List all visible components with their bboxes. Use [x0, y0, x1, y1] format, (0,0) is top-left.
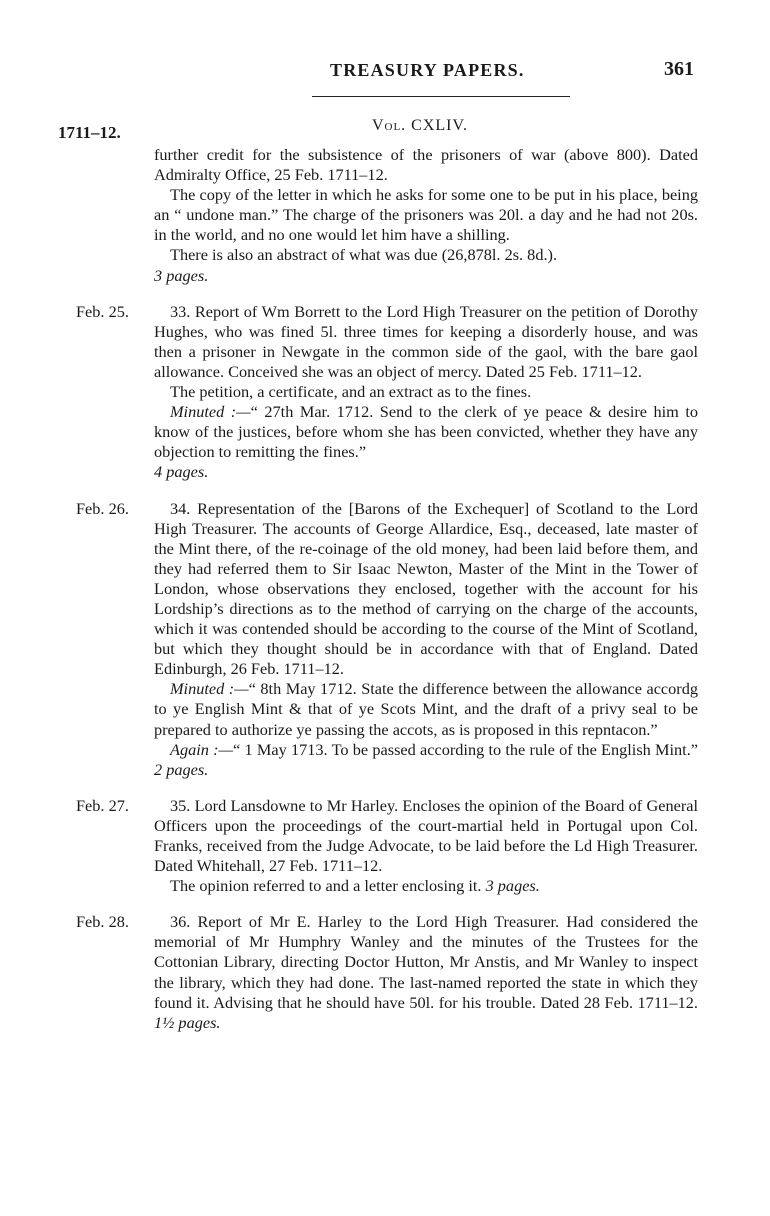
again-label: Again :—: [170, 739, 234, 759]
calendar-entry: [154, 145, 698, 286]
entry-paragraph: 36. Report of Mr E. Harley to the Lord High Treasurer. Had considered the memorial of Mr Humphry Wanley and the minutes of the Trustees for the Cottonian Library, directing Doctor Hutton, Mr Anstis, and Mr Wanley to inspect the library, which they had done. The last-named reported the state in which they found it. Advising that he should have 50l. for his trouble. Dated 28 Feb. 1711–12.: [154, 912, 698, 1012]
entry-paragraph: The copy of the letter in which he asks for some one to be put in his place, being an “ undone man.” The charge of the prisoners was 20l. a day and he had not 20s. in the world, and no one would let him have a shilling.: [154, 185, 698, 245]
again-text: “ 1 May 1713. To be passed according to the rule of the English Mint.”: [233, 739, 698, 759]
calendar-text: [76, 145, 699, 1033]
page-count: 3 pages.: [154, 265, 209, 285]
volume-heading: [0, 117, 770, 135]
running-head: [0, 60, 770, 90]
entry-paragraph-with-pages: [154, 876, 698, 896]
entry-paragraph-with-pages: [154, 912, 698, 1033]
minute-text: “ 8th May 1712. State the difference between the allowance accordg to ye English Mint & that of ye Scots Mint, and the draft of a privy seal to be prepared to authorize ye passing the accots, as is proposed in this repntacon.”: [154, 679, 699, 739]
page-count: 1½ pages.: [154, 1012, 221, 1032]
entry-paragraph: The petition, a certificate, and an extract as to the fines.: [170, 382, 532, 402]
entry-paragraph: 34. Representation of the [Barons of the Exchequer] of Scotland to the Lord High Treasurer. The accounts of George Allardice, Esq., deceased, late master of the Mint there, of the re-coinage of the old money, had been laid before them, and they had referred them to Sir Isaac Newton, Master of the Mint in the Tower of London, whose observations they enclosed, together with the account for his Lordship’s directions as to the method of carrying on the charge of the accounts, which it was contended should be according to the course of the Mint of Scotland, but which they thought should be in accordance with that of England. Dated Edinburgh, 26 Feb. 1711–12.: [154, 498, 698, 679]
calendar-entry: [76, 912, 698, 1033]
minute-note: [154, 402, 698, 462]
minute-label: Minuted :—: [170, 679, 249, 699]
entry-date: Feb. 25.: [76, 301, 129, 321]
page-count: 4 pages.: [154, 462, 209, 482]
page-count: 2 pages.: [154, 759, 209, 779]
page-count: 3 pages.: [485, 876, 540, 896]
minute-text: “ 27th Mar. 1712. Send to the clerk of ye peace & desire him to know of the justices, before whom she has been convicted, whether they have any objection to remitting the fines.”: [154, 402, 699, 462]
minute-label: Minuted :—: [170, 402, 251, 422]
again-note: [154, 740, 698, 780]
calendar-entry: [76, 498, 699, 780]
entry-date: Feb. 27.: [76, 795, 129, 815]
minute-note: [154, 679, 698, 739]
entry-paragraph: further credit for the subsistence of the prisoners of war (above 800). Dated Admiralty Office, 25 Feb. 1711–12.: [154, 145, 698, 185]
entry-paragraph: The opinion referred to and a letter enclosing it.: [170, 876, 482, 896]
page-number: 361: [664, 58, 694, 80]
calendar-entry: [76, 795, 698, 896]
entry-paragraph: There is also an abstract of what was due (26,878l. 2s. 8d.).: [170, 245, 558, 265]
entry-paragraph: 35. Lord Lansdowne to Mr Harley. Encloses the opinion of the Board of General Officers upon the proceedings of the court-martial held in Portugal upon Col. Franks, received from the Judge Advocate, to be laid before the Ld High Treasurer. Dated Whitehall, 27 Feb. 1711–12.: [154, 795, 698, 876]
year-margin: 1711–12.: [58, 123, 121, 142]
entry-date: Feb. 26.: [76, 498, 129, 518]
entry-paragraph: 33. Report of Wm Borrett to the Lord High Treasurer on the petition of Dorothy Hughes, who was fined 5l. three times for keeping a disorderly house, and was then a prisoner in Newgate in the common side of the gaol, with the bare gaol allowance. Conceived she was an object of mercy. Dated 25 Feb. 1711–12.: [154, 301, 698, 381]
volume-label: Vol. CXLIV.: [371, 117, 469, 134]
running-title: TREASURY PAPERS.: [330, 60, 525, 80]
header-rule: [312, 96, 570, 97]
entry-date: Feb. 28.: [76, 912, 129, 932]
calendar-entry: [76, 301, 699, 483]
